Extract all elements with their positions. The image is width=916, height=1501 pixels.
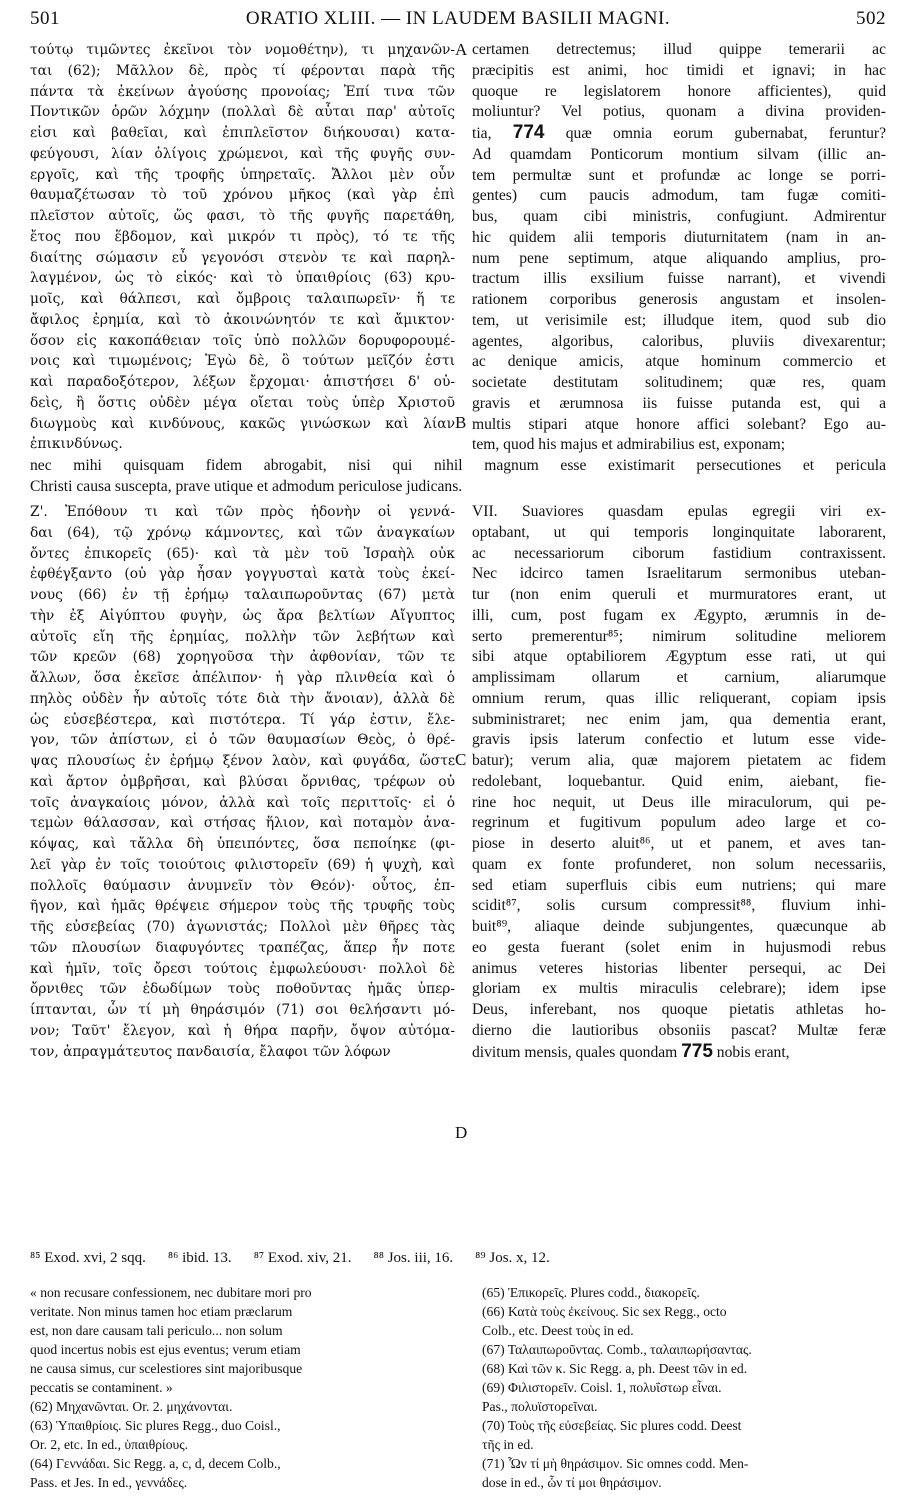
latin-line: num pene septimum, atque aliquando amplius, pro- [472, 249, 886, 267]
greek-line: νον; Ταῦτ' ἔλεγον, καὶ ἡ θήρα παρῆν, ὄψον αὐτόμα- [30, 1022, 455, 1039]
latin-line: dierno die lautioribus obsoniis pascat? Multæ feræ [472, 1021, 886, 1039]
latin-line: ac denique amicis, atque hominum commercio et [472, 353, 886, 371]
greek-line: εργοῖς, καὶ τῆς τροφῆς ὑπηρεταῖς. Ἄλλοι μὲν οὖν [30, 166, 455, 183]
footnote-line: veritate. Non minus tamen hoc etiam præclarum [30, 1304, 293, 1319]
latin-line: quam ex fonte profunderet, non solum necessariis, [472, 855, 886, 873]
column-number: 775 [681, 1041, 713, 1062]
greek-line: εἰσι καὶ βαθεῖαι, καὶ ἐπιπλεῖστον διήκουσαι) κατα- [30, 125, 455, 141]
latin-line: bus, quam cibi ministris, confugiunt. Admirentur [472, 208, 886, 225]
latin-line: subministraret; nec enim jam, qua dementia erant, [472, 710, 886, 728]
greek-line: λαγμένον, ὡς τὸ εἰκός· καὶ τὸ ὑπαιθρίοις (63) κρυ- [30, 270, 455, 287]
latin-line: piose in deserto aluit⁸⁶, ut et panem, et aves tan- [472, 835, 886, 852]
greek-line: καὶ παραδοξότερον, λέξων ἔρχομαι· ἀπιστήσει δ' οὐ- [30, 374, 455, 390]
greek-line: δεὶς, ἢ ὅστις οὐδὲν μέγα οἴεται τοὺς ὑπὲρ Χριστοῦ [30, 394, 455, 411]
latin-line: agentes, algoribus, caloribus, pluviis divexarentur; [472, 332, 886, 350]
greek-line: κόψας, καὶ τἄλλα δὴ ὑπειπόντες, ὅσα πεποίηκε (φι- [30, 836, 455, 852]
greek-line: πολλοῖς θαύμασιν ἀνυμνεῖν τὸν Θεόν)· οὗτος, ἐπ- [30, 877, 455, 894]
running-title: ORATIO XLIII. — IN LAUDEM BASILII MAGNI. [245, 8, 671, 29]
latin-line: quoque re legislatorem honore afficientes), quid [472, 82, 886, 100]
latin-line: illi, cum, post fugam ex Ægypto, ærumnis in de- [472, 606, 886, 624]
latin-line: præcipitis est animi, hoc timidi et ignavi; in hac [472, 61, 886, 79]
greek-line: ῆγον, καὶ ἡμᾶς θρέψειε σήμερον τοὺς τῆς τρυφῆς τοὺς [30, 898, 455, 915]
greek-line: γον, τῶν ἀπίστων, εἰ ὁ τῶν θαυμασίων Θεὸς, ὁ θρέ- [30, 732, 455, 749]
greek-line: καὶ ἡμῖν, τοῖς ὄρεσι τούτοις ἐμφωλεύουσι· πολλοὶ δὲ [30, 960, 455, 977]
scripture-reference: ⁸⁷ Exod. xiv, 21. [253, 1250, 352, 1266]
scripture-reference: ⁸⁵ Exod. xvi, 2 sqq. [30, 1250, 146, 1266]
greek-line: ὅσον εἰς κακοπάθειαν τοῖς ὑπὸ πολλῶν δορυφορουμέ- [30, 332, 455, 349]
greek-line: πλεῖστον αὐτοῖς, ὥς φασι, τὸ τῆς φυγῆς παρετάθη, [30, 208, 455, 224]
greek-line: τον, ἀπραγμάτευτος πανδαισία, ἔλαφοι τῶν λόφων [30, 1043, 391, 1060]
greek-line: Ποντικῶν ὀρῶν λόχμην (πολλαὶ δὲ αὗται παρ' αὐτοῖς [30, 104, 455, 121]
latin-line: regrinum et fugitivum populum adeo large et co- [472, 814, 886, 832]
greek-line: δαι (64), τῷ χρόνῳ κάμνοντες, καὶ τῶν ἀναγκαίων [30, 524, 455, 541]
greek-line: τῶν κρεῶν (68) χορηγοῦσα τὴν ἀφθονίαν, τῶν τε [30, 649, 455, 666]
scripture-reference: ⁸⁹ Jos. x, 12. [475, 1250, 550, 1266]
margin-marker-c: C [455, 750, 467, 769]
full-width-line: nec mihi quisquam fidem abrogabit, nisi qui nihil magnum esse existimarit persecutiones et pericula [30, 457, 886, 474]
greek-line: ὄντες ἐπικορεῖς (65)· καὶ τὰ μὲν τοῦ Ἰσραὴλ οὐκ [30, 545, 455, 562]
latin-line: tem permultæ sunt et profundæ ac longe se porri- [472, 166, 886, 184]
latin-line: tem, ut verisimile est; illudque item, quod sub dio [472, 311, 886, 329]
footnote-line: est, non dare causam tali periculo... non solum [30, 1323, 283, 1338]
latin-column-2 [472, 502, 886, 1063]
footnote-line: (67) Ταλαιπωροῦντας. Comb., ταλαιπωρήσαντας. [482, 1342, 752, 1357]
page-number-right: 502 [856, 8, 886, 29]
latin-line: buit⁸⁹, aliaque deinde subjungentes, quæcunque ab [472, 918, 886, 935]
margin-marker-d: D [455, 1123, 468, 1142]
latin-line: Nec idcirco tamen Israelitarum sermonibus uteban- [472, 565, 886, 583]
latin-line: optabant, ut qui temporis longinquitate laborarent, [472, 523, 886, 541]
latin-line: ac necessariorum ciborum fastidium contraxissent. [472, 544, 886, 562]
greek-line: τὴν ἐξ Αἰγύπτου φυγὴν, ὡς ἄρα βελτίων Αἴγυπτος [30, 607, 455, 624]
greek-line: λεῖ γὰρ ἐν τοῖς τοιούτοις φιλιστορεῖν (69) ἡ ψυχὴ, καὶ [30, 856, 455, 873]
latin-line: VII. Suaviores quasdam epulas egregii viri ex- [472, 503, 886, 520]
latin-line: eo gesta fuerant (solet enim in hujusmodi rebus [472, 938, 886, 956]
latin-line: gravis ipsis laterum confectio et lutum esse vide- [472, 731, 886, 749]
greek-line: ψας πλουσίως ἐν ἐρήμῳ ξένον λαὸν, καὶ φυγάδα, ὥστε [30, 753, 455, 769]
page-number-left: 501 [30, 8, 60, 29]
greek-line: τῶν πλουσίων διαφυγόντες τραπέζας, ἅπερ ἦν ποτε [30, 939, 455, 956]
greek-line: ἄφιλος ἐρημία, καὶ τὸ ἀκοινώνητόν τε καὶ ἄμικτον· [30, 311, 455, 328]
footnote-line: Colb., etc. Deest τοὺς in ed. [482, 1323, 634, 1338]
latin-line: moliuntur? Vel potius, quonam a divina providen- [472, 103, 886, 121]
greek-column-2 [30, 502, 455, 1062]
margin-marker-a: A [455, 40, 468, 59]
latin-line: tem, quod his majus et admirabilius est, exponam; [472, 436, 786, 454]
latin-line: rine hoc nequit, ut Deus ille miraculorum, qui pe- [472, 793, 886, 811]
footnote-line: dose in ed., ὧν τί μοι θηράσιμον. [482, 1475, 662, 1490]
greek-line: ἐπικινδύνως. [30, 436, 123, 453]
latin-line: tia, 774 quæ omnia eorum gubernabat, feruntur? [472, 123, 886, 143]
greek-line: νους (66) ἐν τῇ ἐρήμῳ ταλαιπωροῦντας (67) μετὰ [30, 587, 455, 603]
footnote-line: (70) Τοὺς τῆς εὐσεβείας. Sic plures codd. Deest [482, 1418, 742, 1433]
latin-line: multis stipari atque honore affici solebant? Ego au- [472, 415, 886, 433]
latin-line: batur); verum alia, quæ majorem pietatem ac fidem [472, 752, 886, 769]
latin-line: gravis et ærumnosa iis fuisse putanda est, qui a [472, 394, 886, 412]
greek-line: Ζ'. Ἐπόθουν τι καὶ τῶν πρὸς ἡδονὴν οἱ γεννά- [30, 504, 455, 520]
latin-line: scidit⁸⁷, solis cursum compressit⁸⁸, fluvium inhi- [472, 897, 886, 915]
latin-line: redolebant, loquebantur. Quid enim, aiebant, fie- [472, 772, 886, 790]
latin-line: Ad quamdam Ponticorum montium silvam (illic an- [472, 145, 886, 163]
footnote-line: (71) Ὧν τί μὴ θηράσιμον. Sic omnes codd. Men- [482, 1456, 749, 1471]
greek-line: φεύγουσι, λίαν ὀλίγοις χρώμενοι, καὶ τῆς φυγῆς συν- [30, 145, 455, 162]
footnote-line: (65) Ἐπικορεῖς. Plures codd., διακορεῖς. [482, 1285, 700, 1300]
footnote-line: (64) Γεννάδαι. Sic Regg. a, c, d, decem Colb., [30, 1456, 281, 1471]
latin-line: serto premerentur⁸⁵; nimirum solitudine meliorem [472, 627, 886, 645]
footnotes-left [30, 1283, 455, 1492]
greek-line: νοις καὶ τιμωμένοις; Ἐγὼ δὲ, ὃ τούτων μεῖζόν ἐστι [30, 353, 455, 370]
latin-line: omnium rerum, quas illic reliquerant, copiam ipsis [472, 689, 886, 707]
greek-column-1 [30, 40, 455, 455]
latin-line: certamen detrectemus; illud quippe temerarii ac [472, 41, 886, 58]
latin-line: amplissimam ollarum et carnium, aliarumque [472, 669, 886, 686]
greek-line: ἔτος που ἕβδομον, καὶ μικρόν τι πρὸς), τό τε τῆς [30, 228, 455, 245]
column-number: 774 [512, 123, 545, 143]
footnote-line: (66) Κατὰ τοὺς ἐκείνους. Sic sex Regg., octo [482, 1304, 727, 1319]
greek-line: ἄλλων, ὅσα ἐκεῖσε ἀπέλιπον· ἡ γὰρ πλινθεία καὶ ὁ [30, 670, 455, 686]
latin-line: tractum illis exsilium fuisse narrant), et vivendi [472, 270, 886, 288]
footnote-line: ne causa simus, cur scelestiores sint majoribusque [30, 1361, 303, 1376]
greek-line: διαίτης σώμασιν εὖ γεγονόσι στενὸν τε καὶ παρηλ- [30, 249, 455, 266]
footnote-line: (63) Ὑπαιθρίοις. Sic plures Regg., duo Coisl., [30, 1418, 281, 1433]
greek-line: ὄρνιθες τῶν ἐδωδίμων τοὺς ποθοῦντας ἡμᾶς ὑπερ- [30, 981, 455, 998]
greek-line: ἐφθέγξαντο (οὐ γὰρ ἦσαν γογγυσταὶ κατὰ τοὺς ἐκεί- [30, 566, 455, 583]
footnote-line: (68) Καὶ τῶν κ. Sic Regg. a, ph. Deest τῶν in ed. [482, 1361, 748, 1376]
greek-line: τῆς εὐσεβείας (70) ἀγωνιστάς; Πολλοὶ μὲν θῆρες τὰς [30, 919, 455, 935]
greek-line: αὐτοῖς εἴη τῆς ἐρημίας, πολλὴν τῶν λεβήτων καὶ [30, 628, 455, 645]
latin-line: gentes) cum paucis admodum, tam fugæ comiti- [472, 187, 886, 205]
latin-column-1 [472, 40, 886, 456]
latin-line: societate destitutam solitudinem; quæ res, quam [472, 374, 886, 391]
scripture-references [30, 1250, 886, 1267]
greek-line: ται (62); Μᾶλλον δὲ, πρὸς τί φέρονται παρὰ τῆς [30, 62, 455, 79]
greek-line: ὡς εὐσεβέστερα, καὶ πιστότερα. Τί γάρ ἐστιν, ἔλε- [30, 711, 455, 728]
greek-line: ίπτανται, ὧν τί μὴ θηράσιμόν (71) σοι θελήσαντι μό- [30, 1002, 455, 1018]
footnote-line: τῆς in ed. [482, 1437, 534, 1452]
latin-line: sibi atque optabiliorem Ægyptum esse rati, ut qui [472, 648, 886, 666]
footnote-line: quod incertus nobis est ejus eventus; verum etiam [30, 1342, 301, 1357]
footnote-line: (62) Μηχανῶνται. Or. 2. μηχάνονται. [30, 1399, 233, 1414]
scripture-reference: ⁸⁸ Jos. iii, 16. [373, 1250, 454, 1266]
scripture-reference: ⁸⁶ ibid. 13. [167, 1250, 232, 1266]
latin-line: sed etiam superfluis cibis eum nutriens; qui mare [472, 876, 886, 894]
footnote-line: « non recusare confessionem, nec dubitare mori pro [30, 1285, 312, 1300]
latin-line: hic quidem alii temporis diuturnitatem (nam in an- [472, 228, 886, 246]
latin-line: divitum mensis, quales quondam 775 nobis erant, [472, 1041, 790, 1062]
latin-line: tur (non enim queruli et murmuratores erant, ut [472, 586, 886, 603]
greek-line: διωγμοὺς καὶ κινδύνους, κακῶς γινώσκων καὶ λίαν [30, 415, 455, 432]
footnote-line: peccatis se contaminent. » [30, 1380, 173, 1395]
greek-line: μοῖς, καὶ θάλπεσι, καὶ ὄμβροις ταλαιπωρεῖν· ἥ τε [30, 291, 455, 307]
full-width-text [30, 456, 886, 498]
latin-line: rationem corporibus generosis angustam et insolen- [472, 291, 886, 308]
latin-line: animus veteres historias libenter persequi, ac Dei [472, 959, 886, 977]
full-width-line: Christi causa suscepta, prave utique et admodum periculose judicans. [30, 477, 463, 495]
greek-line: τεμὼν θάλασσαν, καὶ στήσας ἥλιον, καὶ ποταμὸν ἀνα- [30, 815, 455, 832]
greek-line: τούτῳ τιμῶντες ἐκεῖνοι τὸν νομοθέτην), τι μηχανῶν- [30, 42, 455, 58]
greek-line: πηλὸς οὐδὲν ἦν αὐτοῖς τότε διὰ τὴν ἄνοιαν), ἀλλὰ δὲ [30, 690, 455, 707]
latin-line: gloriam ex multis miraculis celebrare); idem ipse [472, 980, 886, 998]
footnote-line: Pass. et Jes. In ed., γεννάδες. [30, 1475, 188, 1490]
footnote-line: Pas., πολυϊστορεῖναι. [482, 1399, 598, 1414]
greek-line: πάντα τὰ ἐκείνων ἀγούσης προνοίας; Ἐπί τινα τῶν [30, 83, 455, 100]
greek-line: καὶ ἄρτον ὀμβρῆσαι, καὶ βλύσαι ὄρνιθας, τρέφων οὐ [30, 773, 455, 790]
greek-line: τοῖς ἀναγκαίοις μόνον, ἀλλὰ καὶ τοῖς περιττοῖς· εἰ ὁ [30, 794, 455, 811]
footnotes-right [482, 1283, 886, 1492]
latin-line: Deus, inferebant, nos quoque pietatis athletas ho- [472, 1001, 886, 1018]
footnote-line: Or. 2, etc. In ed., ὑπαιθρίους. [30, 1437, 189, 1452]
footnote-line: (69) Φιλιστορεῖν. Coisl. 1, πολυΐστωρ εἶναι. [482, 1380, 722, 1395]
page-header [30, 8, 886, 34]
margin-marker-b: B [455, 413, 467, 432]
greek-line: θαυμαζέτωσαν τὸ τοῦ χρόνου μῆκος (καὶ γὰρ ἐπὶ [30, 187, 455, 204]
